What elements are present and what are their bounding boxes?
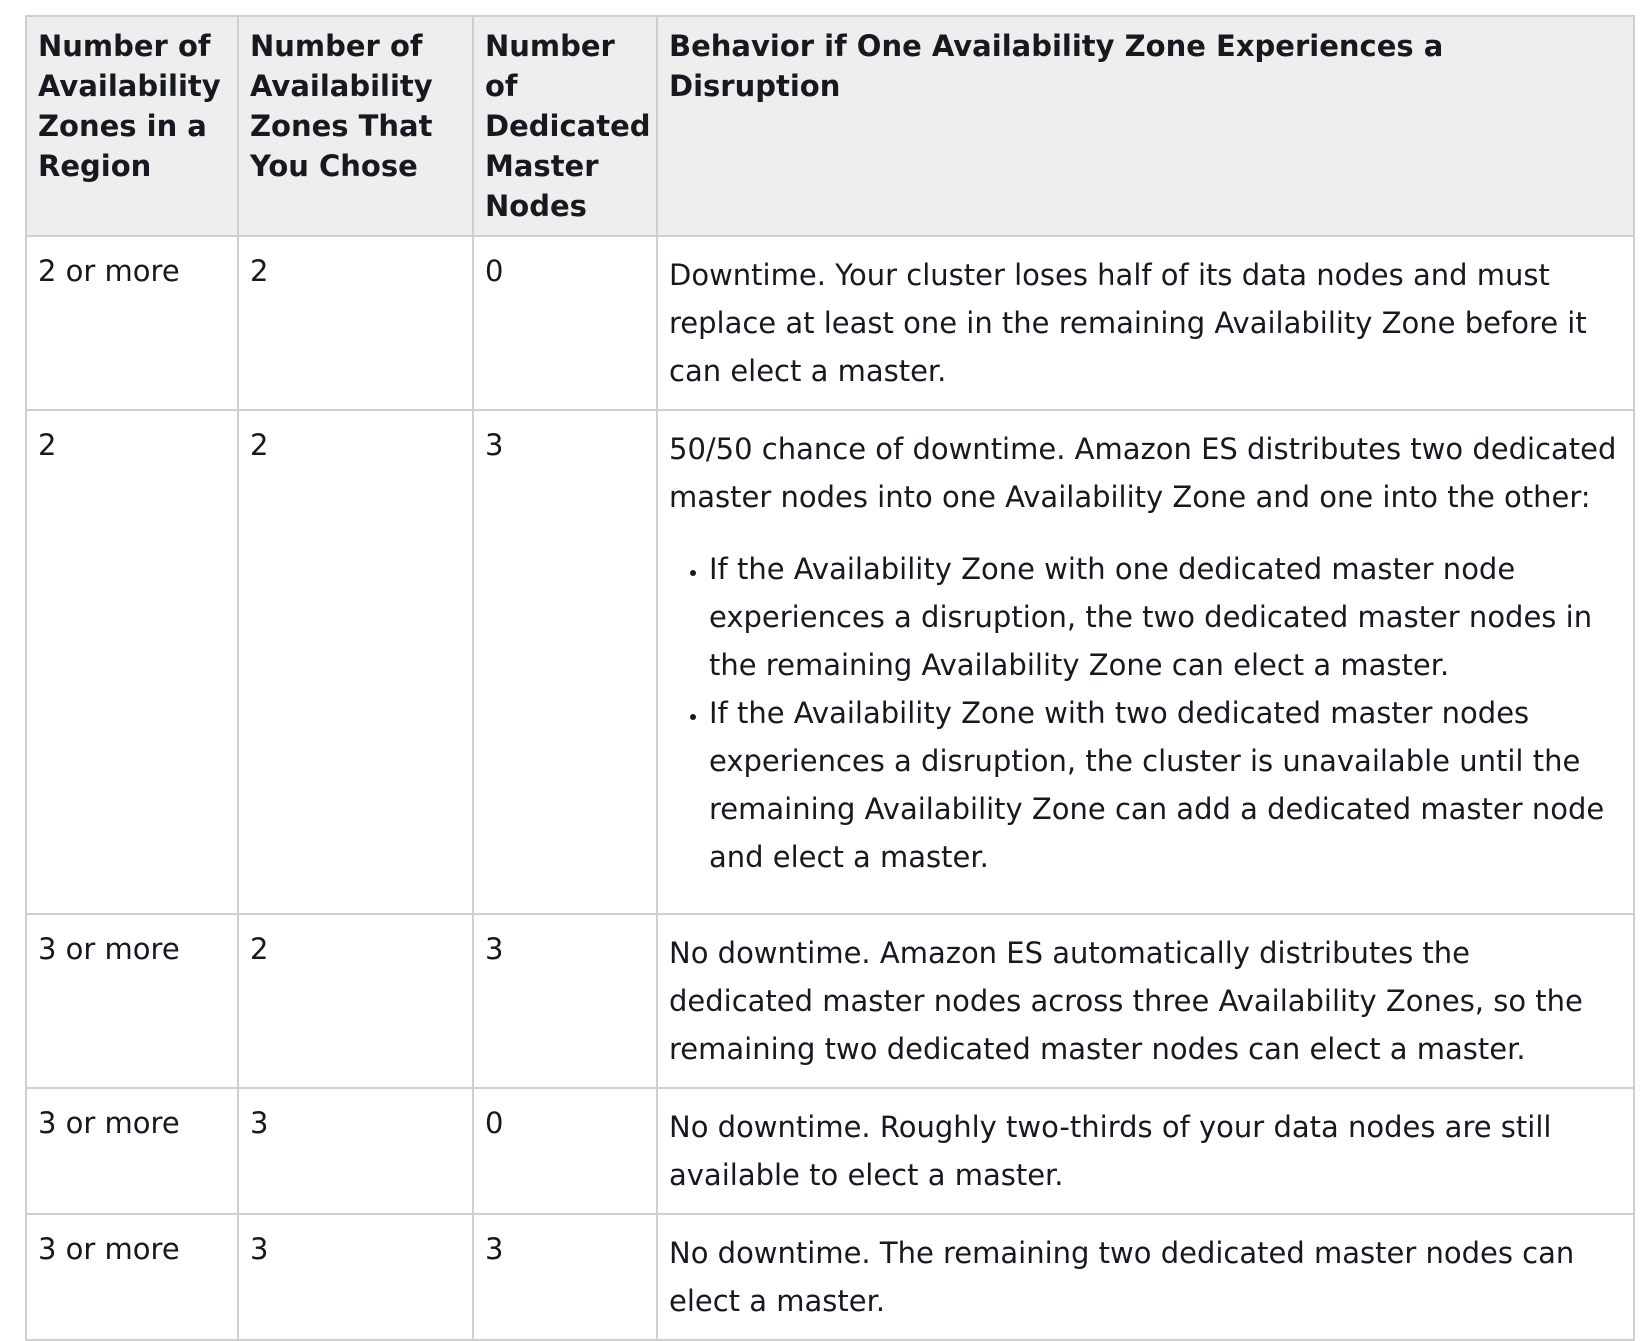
behavior-bullet-list [669,545,1623,881]
cell-dedicated-masters: 0 [473,236,657,410]
table-row [26,236,1634,410]
cell-zones-chosen: 3 [238,1214,473,1340]
header-row [26,16,1634,236]
table-row [26,410,1634,914]
table-row [26,1214,1634,1340]
cell-zones-chosen: 2 [238,410,473,914]
header-behavior: Behavior if One Availability Zone Experiences a Disruption [657,16,1634,236]
behavior-text: No downtime. The remaining two dedicated master nodes can elect a master. [669,1236,1575,1318]
cell-zones-in-region: 3 or more [26,914,238,1088]
table-row [26,1088,1634,1214]
cell-behavior [657,914,1634,1088]
header-zones-chosen: Number of Availability Zones That You Chose [238,16,473,236]
cell-dedicated-masters: 0 [473,1088,657,1214]
header-zones-in-region: Number of Availability Zones in a Region [26,16,238,236]
behavior-text: No downtime. Amazon ES automatically distributes the dedicated master nodes across three Availability Zones, so the remaining two dedicated master nodes can elect a master. [669,936,1583,1066]
cell-behavior [657,236,1634,410]
cell-zones-in-region: 3 or more [26,1214,238,1340]
cell-zones-in-region: 2 or more [26,236,238,410]
table-body [26,236,1634,1340]
bullet-item: • If the Availability Zone with one dedicated master node experiences a disruption, the two dedicated master nodes in the remaining Availability Zone can elect a master. [709,545,1623,689]
cell-behavior [657,1214,1634,1340]
behavior-text: No downtime. Roughly two-thirds of your data nodes are still available to elect a master. [669,1110,1552,1192]
cell-zones-in-region: 3 or more [26,1088,238,1214]
cell-dedicated-masters: 3 [473,914,657,1088]
cell-zones-chosen: 2 [238,236,473,410]
behavior-text: 50/50 chance of downtime. Amazon ES distributes two dedicated master nodes into one Availability Zone and one into the other: [669,432,1617,514]
cell-dedicated-masters: 3 [473,1214,657,1340]
cell-dedicated-masters: 3 [473,410,657,914]
cell-behavior [657,1088,1634,1214]
availability-zone-table [25,15,1635,1341]
cell-behavior [657,410,1634,914]
header-dedicated-masters: Number of Dedicated Master Nodes [473,16,657,236]
cell-zones-chosen: 3 [238,1088,473,1214]
behavior-text: Downtime. Your cluster loses half of its data nodes and must replace at least one in the remaining Availability Zone before it can elect a master. [669,258,1587,388]
table-header [26,16,1634,236]
table-row [26,914,1634,1088]
cell-zones-in-region: 2 [26,410,238,914]
cell-zones-chosen: 2 [238,914,473,1088]
bullet-item: • If the Availability Zone with two dedicated master nodes experiences a disruption, the cluster is unavailable until the remaining Availability Zone can add a dedicated master node and elect a master. [709,689,1623,881]
